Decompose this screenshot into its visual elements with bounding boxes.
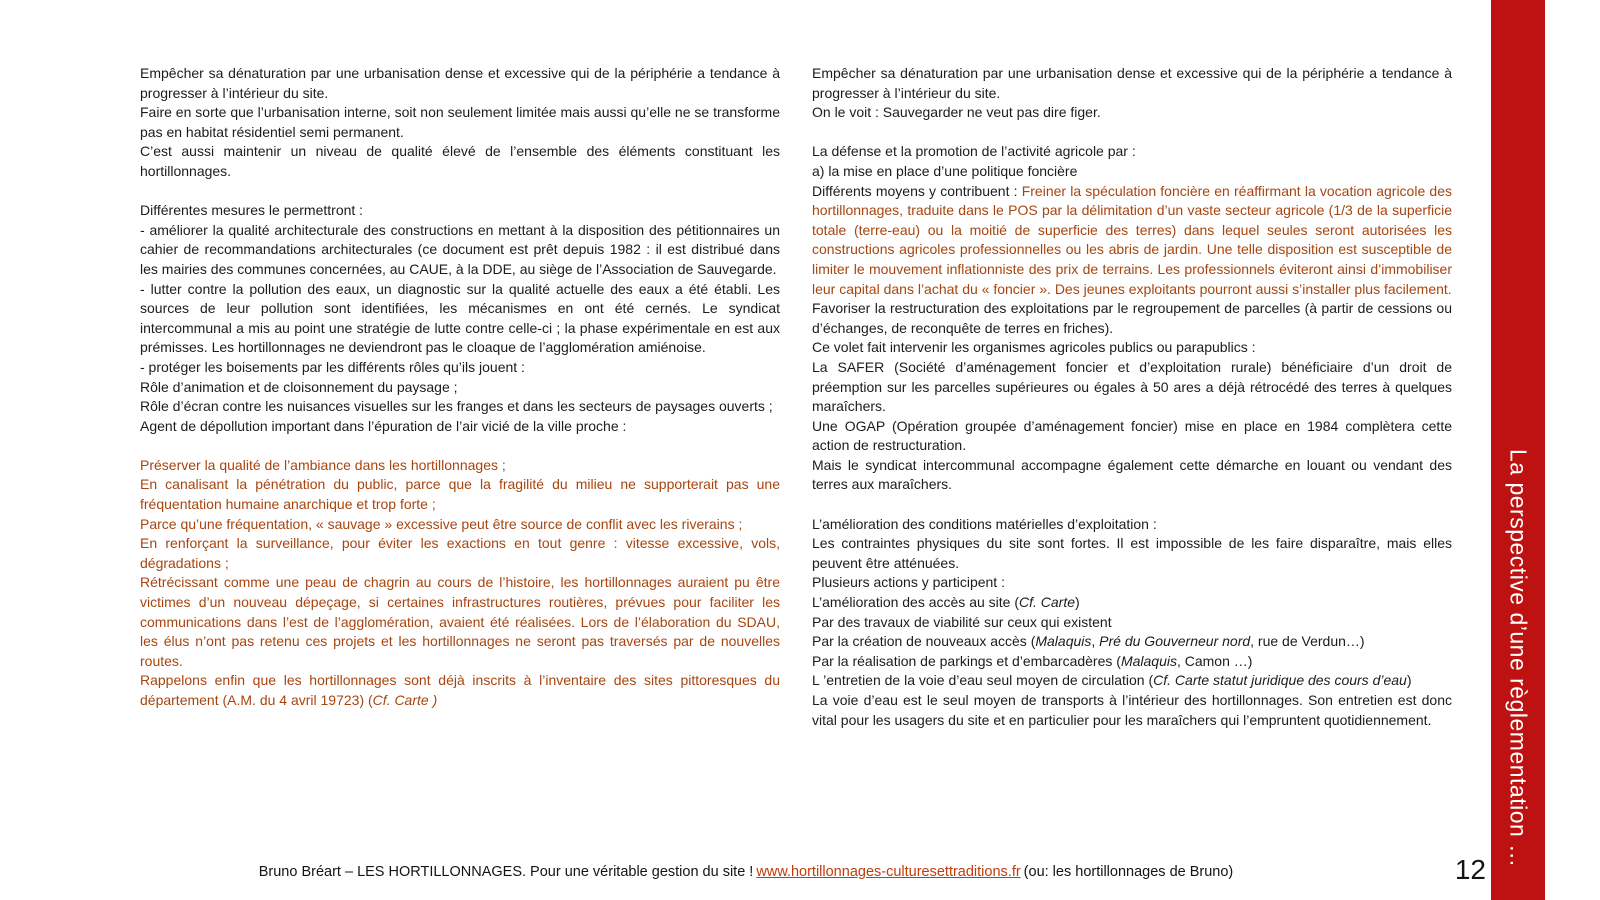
page-number: 12 (1454, 854, 1486, 885)
text-run: Différents moyens y contribuent : (812, 182, 1022, 199)
accent-text-run: Freiner la spéculation foncière en réaffirmant la vocation agricole des hortillonnages, traduite dans le POS par la délimitation d’un vaste secteur agricole (1/3 de la superficie totale (terre-eau) ou la moitié de superficie des terres) dans lequel seules seront autorisées les constructions agricoles professionnelles ou les abris de jardin. Une telle disposition est susceptible de limiter le mouvement inflationniste des prix de terrains. Les professionnels éviteront ainsi d’immobiliser leur capital dans l’achat du « foncier ». Des jeunes exploitants pourront aussi s’installer plus facilement. (812, 182, 1452, 297)
text-run: - améliorer la qualité architecturale des constructions en mettant à la disposition des pétitionnaires un cahier de recommandations architecturales (ce document est prêt depuis 1982 : il est distribué dans les mairies des communes concernées, au CAUE, à la DDE, au siège de l’Association de Sauvegarde. (140, 221, 780, 277)
paragraph (140, 671, 780, 710)
accent-text-run: Rappelons enfin que les hortillonnages sont déjà inscrits à l’inventaire des sites pittoresques du département (A.M. du 4 avril 19723) ( (140, 672, 780, 708)
left-text-column (140, 64, 780, 711)
paragraph (812, 515, 1452, 535)
paragraph (140, 397, 780, 417)
paragraph (140, 515, 780, 535)
text-run: Agent de dépollution important dans l’épuration de l’air vicié de la ville proche : (140, 417, 627, 434)
text-run: Cf. Carte statut juridique des cours d’eau (1153, 672, 1407, 689)
footer-credit-text: Bruno Bréart – LES HORTILLONNAGES. Pour une véritable gestion du site ! (258, 864, 754, 880)
accent-text-run: En renforçant la surveillance, pour éviter les exactions en tout genre : vitesse excessive, vols, dégradations ; (140, 535, 780, 571)
text-run: Malaquis (1035, 633, 1092, 650)
paragraph (140, 378, 780, 398)
paragraph (140, 64, 780, 103)
text-run: C’est aussi maintenir un niveau de qualité élevé de l’ensemble des éléments constituant les hortillonnages. (140, 143, 780, 179)
text-run: Les contraintes physiques du site sont fortes. Il est impossible de les faire disparaître, mais elles peuvent être atténuées. (812, 535, 1452, 571)
text-run: Rôle d’écran contre les nuisances visuelles sur les franges et dans les secteurs de paysages ouverts ; (140, 398, 773, 415)
accent-text-run: Parce qu’une fréquentation, « sauvage » excessive peut être source de conflit avec les riverains ; (140, 515, 743, 532)
paragraph (812, 652, 1452, 672)
text-run: , rue de Verdun…) (1250, 633, 1365, 650)
paragraph (812, 358, 1452, 417)
paragraph (140, 358, 780, 378)
text-run: Différentes mesures le permettront : (140, 202, 364, 219)
sidebar-band (1491, 0, 1545, 900)
text-run: - protéger les boisements par les différents rôles qu’ils jouent : (140, 358, 525, 375)
right-text-column (812, 64, 1452, 730)
paragraph (812, 64, 1452, 103)
paragraph (812, 593, 1452, 613)
text-run: Par la création de nouveaux accès ( (812, 633, 1036, 650)
text-run: Mais le syndicat intercommunal accompagne également cette démarche en louant ou vendant des terres aux maraîchers. (812, 456, 1452, 493)
paragraph (812, 338, 1452, 358)
text-run: Faire en sorte que l’urbanisation interne, soit non seulement limitée mais aussi qu’elle ne se transforme pas en habitat résidentiel semi permanent. (140, 104, 780, 140)
text-run: La SAFER (Société d’aménagement foncier et d’exploitation rurale) bénéficiaire d’un droit de préemption sur les parcelles supérieures ou égales à 50 ares a déjà rétrocédé des terres à quelques maraîchers. (812, 358, 1452, 415)
text-run: On le voit : Sauvegarder ne veut pas dire figer. (812, 104, 1101, 121)
accent-text-run: Rétrécissant comme une peau de chagrin au cours de l’histoire, les hortillonnages auraient pu être victimes d’un nouveau dépeçage, si certaines infrastructures routières, prévues pour faciliter les communications dans l’est de l’agglomération, avaient été réalisées. Lors de l’élaboration du SDAU, les élus n’ont pas retenu ces projets et les hortillonnages ne seront pas traversés par de nouvelles routes. (140, 574, 780, 669)
footer (0, 864, 1492, 880)
text-run: - lutter contre la pollution des eaux, un diagnostic sur la qualité actuelle des eaux a été établi. Les sources de leur pollution sont identifiées, les mécanismes en ont été cernés. Le syndicat intercommunal a mis au point une stratégie de lutte contre celle-ci ; la phase expérimentale en est aux prémisses. Les hortillonnages ne deviendront pas le cloaque de l’agglomération amiénoise. (140, 280, 780, 356)
paragraph (812, 162, 1452, 182)
text-run: a) la mise en place d’une politique foncière (812, 162, 1078, 179)
text-run: Pré du Gouverneur nord (1099, 633, 1251, 650)
text-run: , (1091, 633, 1100, 650)
paragraph (140, 456, 780, 476)
accent-text-run: Cf. Carte ) (372, 692, 438, 708)
paragraph (812, 142, 1452, 162)
paragraph (140, 103, 780, 142)
footer-suffix-text: (ou: les hortillonnages de Bruno) (1023, 864, 1234, 880)
footer-website-link[interactable]: www.hortillonnages-culturesettraditions.fr (756, 864, 1021, 880)
paragraph (140, 573, 780, 671)
text-run: Empêcher sa dénaturation par une urbanisation dense et excessive qui de la périphérie a tendance à progresser à l’intérieur du site. (812, 65, 1452, 101)
paragraph (812, 573, 1452, 593)
text-run: ) (1075, 594, 1080, 611)
text-run: L ’entretien de la voie d’eau seul moyen de circulation ( (812, 672, 1154, 689)
text-run: Favoriser la restructuration des exploitations par le regroupement de parcelles (à partir de cessions ou d’échanges, de reconquête de terres en friches). (812, 300, 1452, 336)
text-run: ) (1406, 672, 1412, 689)
text-run: Empêcher sa dénaturation par une urbanisation dense et excessive qui de la périphérie a tendance à progresser à l’intérieur du site. (140, 65, 780, 101)
paragraph (812, 103, 1452, 123)
paragraph (140, 475, 780, 514)
paragraph (140, 280, 780, 358)
paragraph (140, 417, 780, 437)
text-run: La défense et la promotion de l’activité agricole par : (812, 143, 1136, 160)
paragraph (812, 691, 1452, 730)
paragraph (812, 671, 1452, 691)
paragraph (140, 534, 780, 573)
paragraph (140, 142, 780, 181)
paragraph (812, 534, 1452, 573)
text-run: Malaquis (1120, 652, 1177, 669)
text-run: L’amélioration des accès au site ( (812, 594, 1019, 611)
text-run: Par la réalisation de parkings et d’embarcadères ( (812, 652, 1121, 669)
text-run: L’amélioration des conditions matérielles d’exploitation : (812, 515, 1157, 532)
text-run: Cf. Carte (1019, 594, 1076, 611)
accent-text-run: En canalisant la pénétration du public, parce que la fragilité du milieu ne supporterait pas une fréquentation humaine anarchique et trop forte ; (140, 476, 780, 513)
paragraph (812, 613, 1452, 633)
paragraph (812, 456, 1452, 495)
paragraph (812, 632, 1452, 652)
text-run: Par des travaux de viabilité sur ceux qui existent (812, 613, 1112, 630)
paragraph (812, 182, 1452, 300)
text-run: , Camon …) (1176, 652, 1253, 669)
paragraph (140, 221, 780, 280)
accent-text-run: Préserver la qualité de l’ambiance dans les hortillonnages ; (140, 456, 506, 473)
text-run: Une OGAP (Opération groupée d’aménagement foncier) mise en place en 1984 complètera cette action de restructuration. (812, 417, 1452, 454)
text-run: La voie d’eau est le seul moyen de transports à l’intérieur des hortillonnages. Son entretien est donc vital pour les usagers du site et en particulier pour les maraîchers qui l’empruntent quotidiennement. (812, 692, 1452, 728)
text-run: Plusieurs actions y participent : (812, 574, 1005, 591)
paragraph (140, 201, 780, 221)
sidebar-vertical-title: La perspective d’une règlementation … (1505, 449, 1532, 868)
paragraph (812, 299, 1452, 338)
paragraph (812, 417, 1452, 456)
text-run: Ce volet fait intervenir les organismes agricoles publics ou parapublics : (812, 339, 1256, 356)
text-run: Rôle d’animation et de cloisonnement du paysage ; (140, 378, 458, 395)
